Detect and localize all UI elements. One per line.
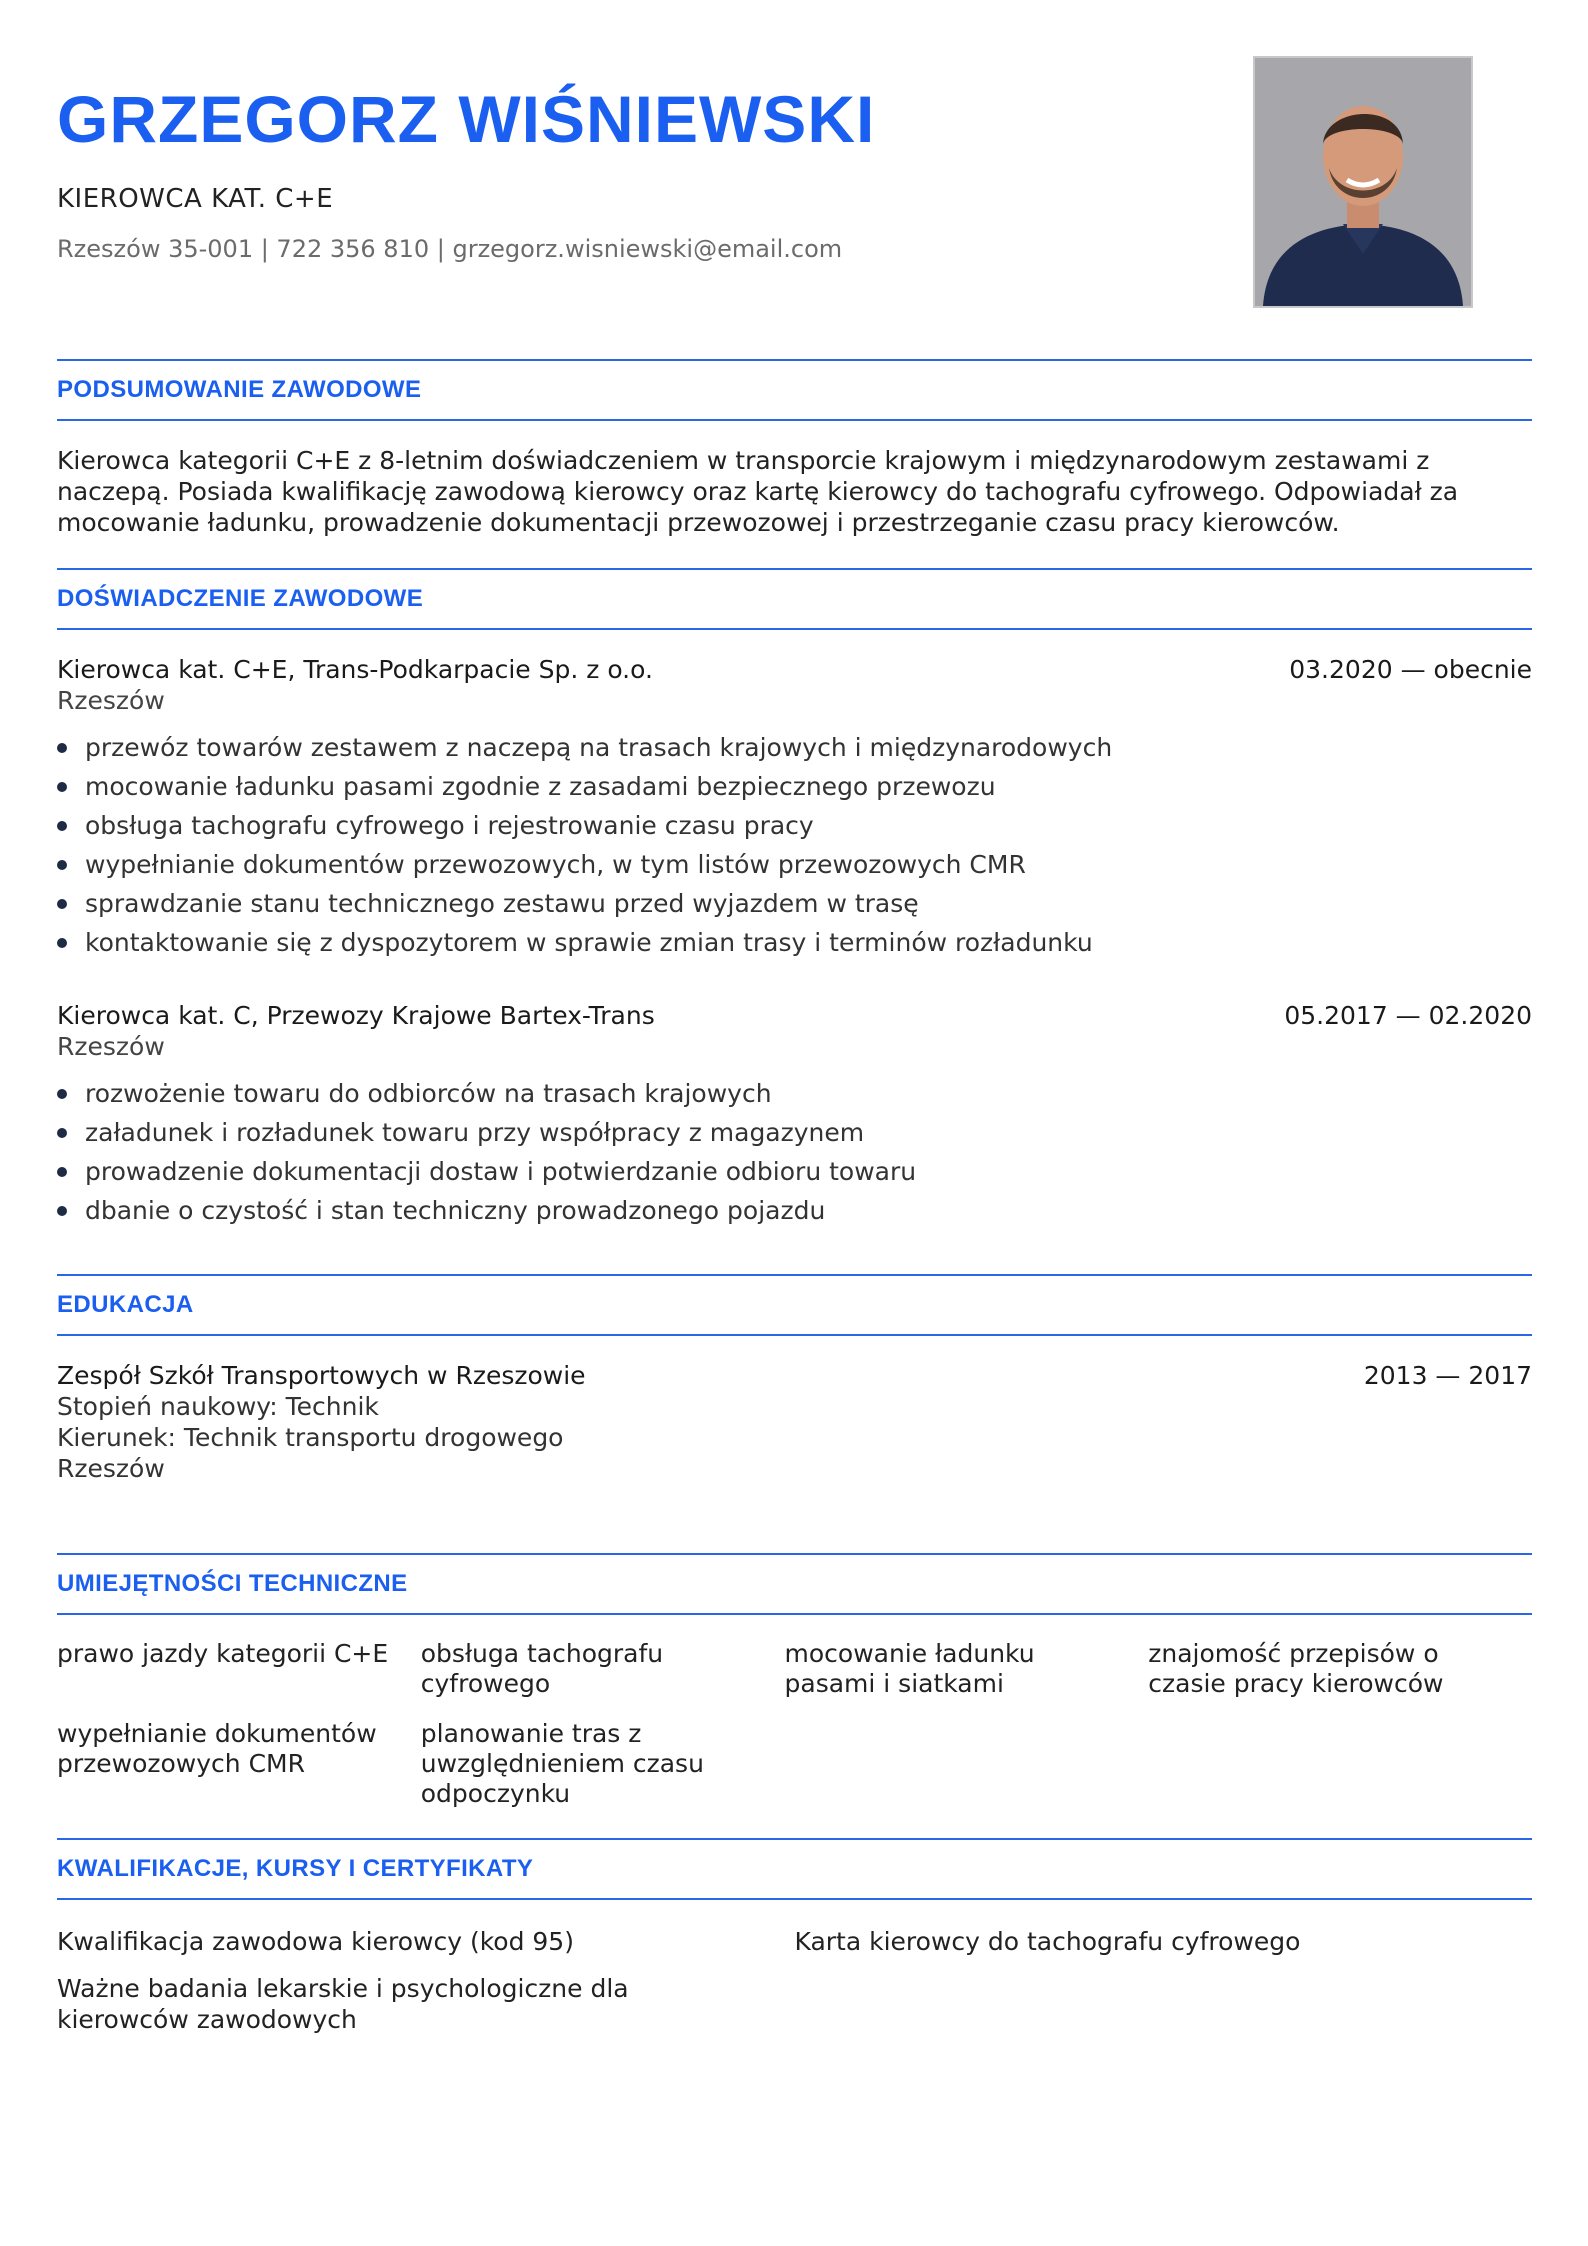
job-entry xyxy=(57,1000,1532,1230)
duty-item: prowadzenie dokumentacji dostaw i potwierdzanie odbioru towaru xyxy=(57,1152,1532,1191)
school-name: Zespół Szkół Transportowych w Rzeszowie xyxy=(57,1361,586,1390)
duty-item: dbanie o czystość i stan techniczny prowadzonego pojazdu xyxy=(57,1191,1532,1230)
skill-item: wypełnianie dokumentów przewozowych CMR xyxy=(57,1719,377,1778)
job-position: Kierowca kat. C+E, Trans-Podkarpacie Sp. z o.o. xyxy=(57,655,653,684)
job-duties xyxy=(57,728,1532,962)
summary-section xyxy=(57,359,1532,538)
education-field: Kierunek: Technik transportu drogowego xyxy=(57,1423,564,1452)
skill-item: planowanie tras z uwzględnieniem czasu odpoczynku xyxy=(420,1719,704,1808)
job-position: Kierowca kat. C, Przewozy Krajowe Bartex-Trans xyxy=(57,1001,655,1030)
job-entry xyxy=(57,654,1532,962)
job-location: Rzeszów xyxy=(57,686,165,715)
profile-photo xyxy=(1253,56,1473,308)
candidate-name: GRZEGORZ WIŚNIEWSKI xyxy=(57,82,876,156)
education-degree: Stopień naukowy: Technik xyxy=(57,1392,379,1421)
certificates-grid xyxy=(57,1926,1532,2035)
job-title: KIEROWCA KAT. C+E xyxy=(57,184,334,214)
education-dates: 2013 — 2017 xyxy=(1363,1361,1532,1390)
education-section xyxy=(57,1274,1532,1484)
summary-heading: PODSUMOWANIE ZAWODOWE xyxy=(57,376,422,403)
duty-item: kontaktowanie się z dyspozytorem w sprawie zmian trasy i terminów rozładunku xyxy=(57,923,1532,962)
certificate-item: Kwalifikacja zawodowa kierowcy (kod 95) xyxy=(57,1927,574,1956)
job-dates: 05.2017 — 02.2020 xyxy=(1284,1001,1532,1030)
section-header xyxy=(57,568,1532,630)
section-header xyxy=(57,1553,1532,1615)
duty-item: sprawdzanie stanu technicznego zestawu przed wyjazdem w trasę xyxy=(57,884,1532,923)
education-entry xyxy=(57,1360,1532,1484)
portrait-illustration xyxy=(1255,58,1471,306)
section-header xyxy=(57,359,1532,421)
certificates-heading: KWALIFIKACJE, KURSY I CERTYFIKATY xyxy=(57,1855,534,1882)
skill-item: znajomość przepisów o czasie pracy kierowców xyxy=(1148,1639,1444,1698)
duty-item: mocowanie ładunku pasami zgodnie z zasadami bezpiecznego przewozu xyxy=(57,767,1532,806)
skill-item: prawo jazdy kategorii C+E xyxy=(57,1639,389,1668)
certificates-section xyxy=(57,1838,1532,2035)
job-duties xyxy=(57,1074,1532,1230)
contact-info: Rzeszów 35-001 | 722 356 810 | grzegorz.wisniewski@email.com xyxy=(57,235,843,263)
duty-item: przewóz towarów zestawem z naczepą na trasach krajowych i międzynarodowych xyxy=(57,728,1532,767)
job-location: Rzeszów xyxy=(57,1032,165,1061)
duty-item: rozwożenie towaru do odbiorców na trasach krajowych xyxy=(57,1074,1532,1113)
experience-heading: DOŚWIADCZENIE ZAWODOWE xyxy=(57,585,424,612)
experience-section xyxy=(57,568,1532,1230)
skill-item: mocowanie ładunku pasami i siatkami xyxy=(784,1639,1035,1698)
duty-item: obsługa tachografu cyfrowego i rejestrowanie czasu pracy xyxy=(57,806,1532,845)
certificate-item: Karta kierowcy do tachografu cyfrowego xyxy=(794,1927,1301,1956)
skill-item: obsługa tachografu cyfrowego xyxy=(420,1639,664,1698)
section-header xyxy=(57,1838,1532,1900)
education-location: Rzeszów xyxy=(57,1454,165,1483)
section-header xyxy=(57,1274,1532,1336)
duty-item: wypełnianie dokumentów przewozowych, w tym listów przewozowych CMR xyxy=(57,845,1532,884)
certificate-item: Ważne badania lekarskie i psychologiczne dla kierowców zawodowych xyxy=(57,1974,629,2034)
duty-item: załadunek i rozładunek towaru przy współpracy z magazynem xyxy=(57,1113,1532,1152)
skills-section xyxy=(57,1553,1532,1809)
job-dates: 03.2020 — obecnie xyxy=(1289,655,1532,684)
skills-heading: UMIEJĘTNOŚCI TECHNICZNE xyxy=(57,1570,408,1597)
skills-grid xyxy=(57,1639,1532,1809)
summary-text: Kierowca kategorii C+E z 8-letnim doświadczeniem w transporcie krajowym i międzynarodowym zestawami z naczepą. Posiada kwalifikację zawodową kierowcy oraz kartę kierowcy do tachografu cyfrowego. Odpowiadał za mocowanie ładunku, prowadzenie dokumentacji przewozowej i przestrzeganie czasu pracy kierowców. xyxy=(57,446,1459,537)
education-heading: EDUKACJA xyxy=(57,1291,194,1318)
